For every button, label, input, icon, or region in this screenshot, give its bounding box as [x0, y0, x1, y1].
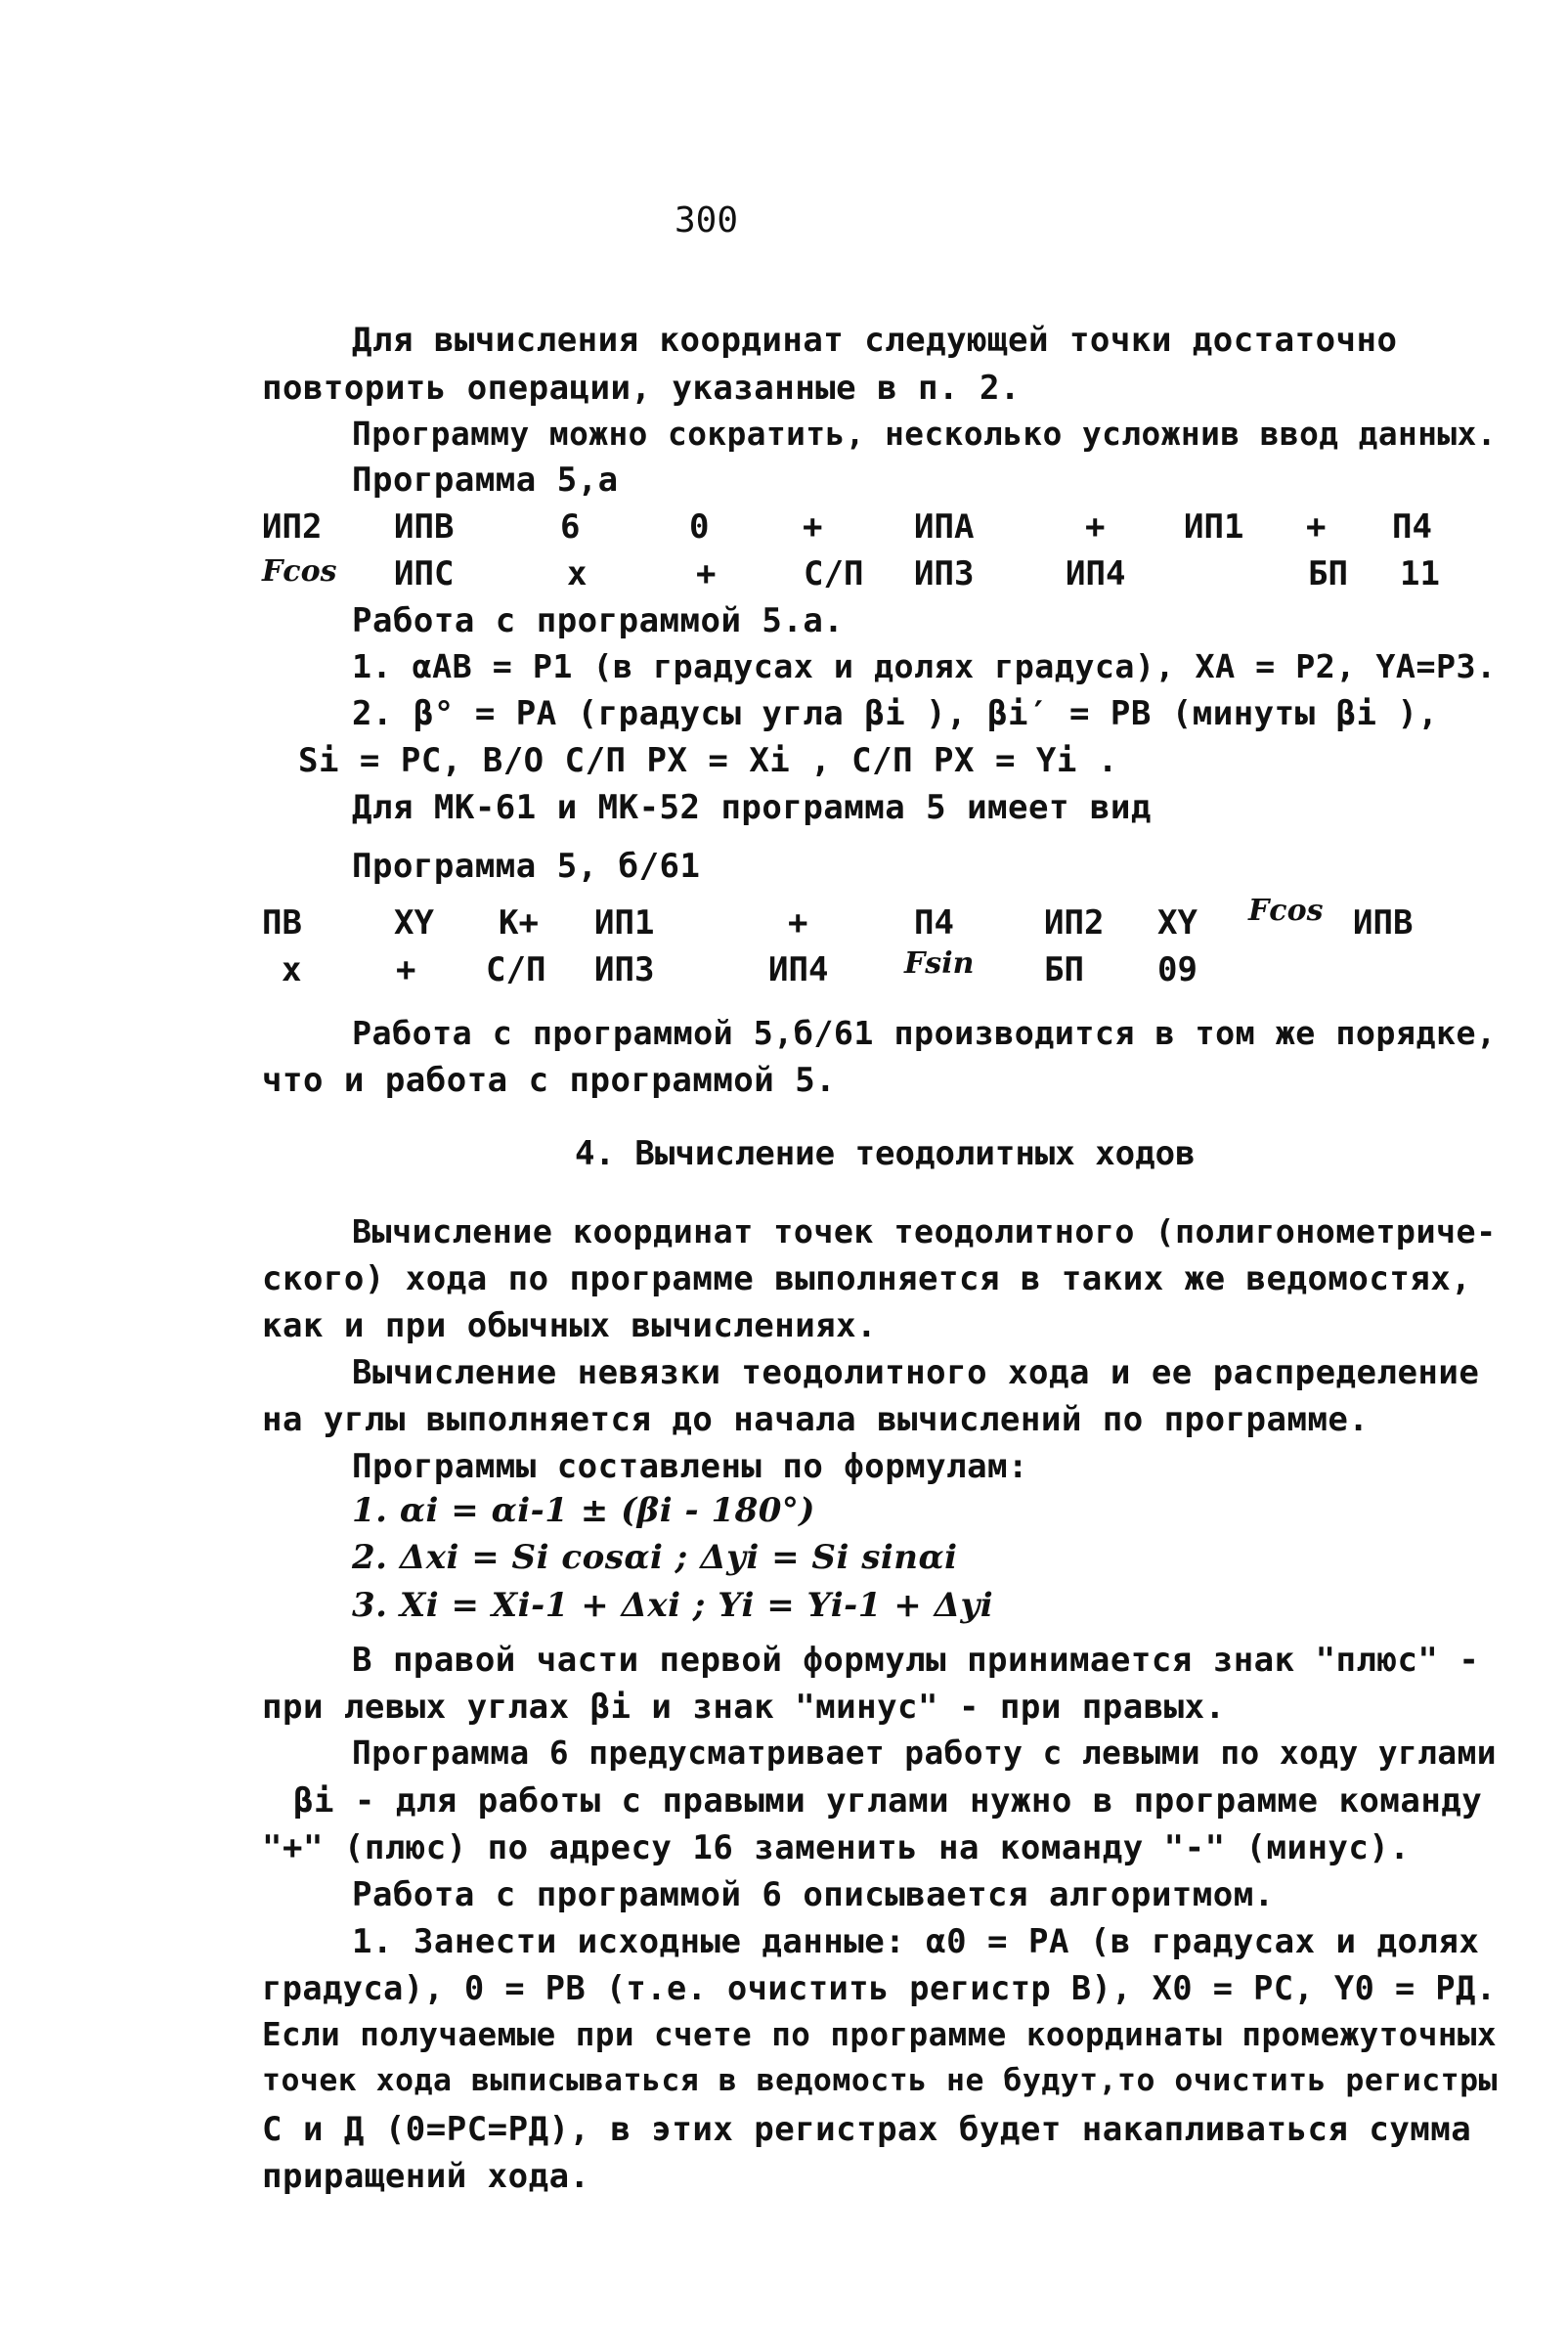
- program-cell: Fcos: [262, 554, 337, 589]
- paragraph-line: Работа с программой 5,б/61 производится в том же порядке,: [352, 1014, 1497, 1052]
- paragraph-line: градуса), 0 = РВ (т.е. очистить регистр В), X0 = PC, Y0 = РД.: [262, 1969, 1497, 2007]
- paragraph-line: В правой части первой формулы принимается знак "плюс" -: [352, 1641, 1480, 1680]
- program-cell: БП: [1044, 950, 1084, 989]
- paragraph-line: на углы выполняется до начала вычислений по программе.: [262, 1400, 1370, 1439]
- program-cell: БП: [1308, 554, 1348, 593]
- paragraph-line: С и Д (0=РС=РД), в этих регистрах будет накапливаться сумма: [262, 2110, 1472, 2149]
- program-cell: ИП3: [594, 950, 655, 989]
- program-cell: XY: [394, 903, 434, 943]
- program-title: Программа 5, б/61: [352, 847, 701, 886]
- program-cell: x: [567, 554, 588, 593]
- program-cell: ИП1: [594, 903, 655, 943]
- work-step: 2. β° = РА (градусы угла βi ), βi′ = РВ (минуты βi ),: [352, 694, 1439, 733]
- program-cell: ИПВ: [1353, 903, 1414, 943]
- program-cell: +: [1306, 507, 1327, 547]
- program-cell: +: [396, 950, 416, 989]
- page-number: 300: [675, 200, 739, 241]
- paragraph-line: Программа 6 предусматривает работу с левыми по ходу углами: [352, 1734, 1497, 1772]
- paragraph-line: повторить операции, указанные в п. 2.: [262, 369, 1021, 408]
- paragraph-line: Для МК-61 и МК-52 программа 5 имеет вид: [352, 788, 1152, 827]
- program-cell: +: [788, 903, 808, 943]
- program-cell: ИП3: [914, 554, 975, 593]
- paragraph-line: приращений хода.: [262, 2157, 590, 2196]
- program-cell: ИП2: [262, 507, 323, 547]
- paragraph-line: как и при обычных вычислениях.: [262, 1306, 878, 1345]
- program-cell: 11: [1400, 554, 1440, 593]
- section-heading: 4. Вычисление теодолитных ходов: [575, 1134, 1196, 1173]
- program-cell: XY: [1157, 903, 1198, 943]
- program-cell: 09: [1157, 950, 1198, 989]
- program-cell: ИП1: [1184, 507, 1244, 547]
- program-cell: ИПА: [914, 507, 975, 547]
- program-cell: +: [803, 507, 823, 547]
- paragraph-line: Программы составлены по формулам:: [352, 1447, 1029, 1486]
- program-title: Программа 5,а: [352, 461, 619, 500]
- program-cell: ИПС: [394, 554, 455, 593]
- program-cell: 6: [560, 507, 581, 547]
- paragraph-line: βi - для работы с правыми углами нужно в программе команду: [293, 1781, 1483, 1821]
- paragraph-line: точек хода выписываться в ведомость не будут,то очистить регистры: [262, 2063, 1498, 2098]
- program-cell: С/П: [804, 554, 864, 593]
- paragraph-line: Если получаемые при счете по программе координаты промежуточных: [262, 2016, 1498, 2053]
- paragraph-line: 1. Занести исходные данные: α0 = РА (в градусах и долях: [352, 1922, 1480, 1961]
- paragraph-line: при левых углах βi и знак "минус" - при правых.: [262, 1688, 1226, 1727]
- program-cell: Fsin: [904, 946, 975, 981]
- work-step: Si = PC, В/О С/П РХ = Xi , С/П РХ = Yi .: [298, 741, 1118, 780]
- paragraph-line: "+" (плюс) по адресу 16 заменить на команду "-" (минус).: [262, 1828, 1411, 1867]
- program-cell: ИП4: [1066, 554, 1126, 593]
- paragraph-line: Вычисление невязки теодолитного хода и ее распределение: [352, 1353, 1480, 1392]
- program-cell: K+: [499, 903, 539, 943]
- formula: 3. Xi = Xi-1 + Δxi ; Yi = Yi-1 + Δyi: [352, 1586, 994, 1625]
- formula: 1. αi = αi-1 ± (βi - 180°): [352, 1491, 816, 1530]
- paragraph-line: Для вычисления координат следующей точки достаточно: [352, 321, 1398, 360]
- paragraph-line: ского) хода по программе выполняется в таких же ведомостях,: [262, 1259, 1472, 1298]
- program-cell: ИП4: [768, 950, 829, 989]
- program-cell: ИП2: [1044, 903, 1105, 943]
- program-cell: ИПВ: [394, 507, 455, 547]
- program-cell: +: [696, 554, 717, 593]
- program-cell: С/П: [486, 950, 546, 989]
- work-title: Работа с программой 5.а.: [352, 601, 845, 640]
- formula: 2. Δxi = Si cosαi ; Δyi = Si sinαi: [352, 1538, 958, 1577]
- program-cell: x: [282, 950, 302, 989]
- paragraph-line: что и работа с программой 5.: [262, 1061, 837, 1100]
- program-cell: Fcos: [1248, 894, 1324, 928]
- program-cell: +: [1085, 507, 1106, 547]
- paragraph-line: Программу можно сократить, несколько усложнив ввод данных.: [352, 416, 1497, 453]
- work-step: 1. αAB = Р1 (в градусах и долях градуса), XA = P2, YA=P3.: [352, 647, 1497, 685]
- program-cell: ПВ: [262, 903, 302, 943]
- paragraph-line: Вычисление координат точек теодолитного (полигонометриче-: [352, 1212, 1497, 1251]
- program-cell: 0: [689, 507, 710, 547]
- program-cell: П4: [1392, 507, 1432, 547]
- program-cell: П4: [914, 903, 954, 943]
- paragraph-line: Работа с программой 6 описывается алгоритмом.: [352, 1875, 1275, 1914]
